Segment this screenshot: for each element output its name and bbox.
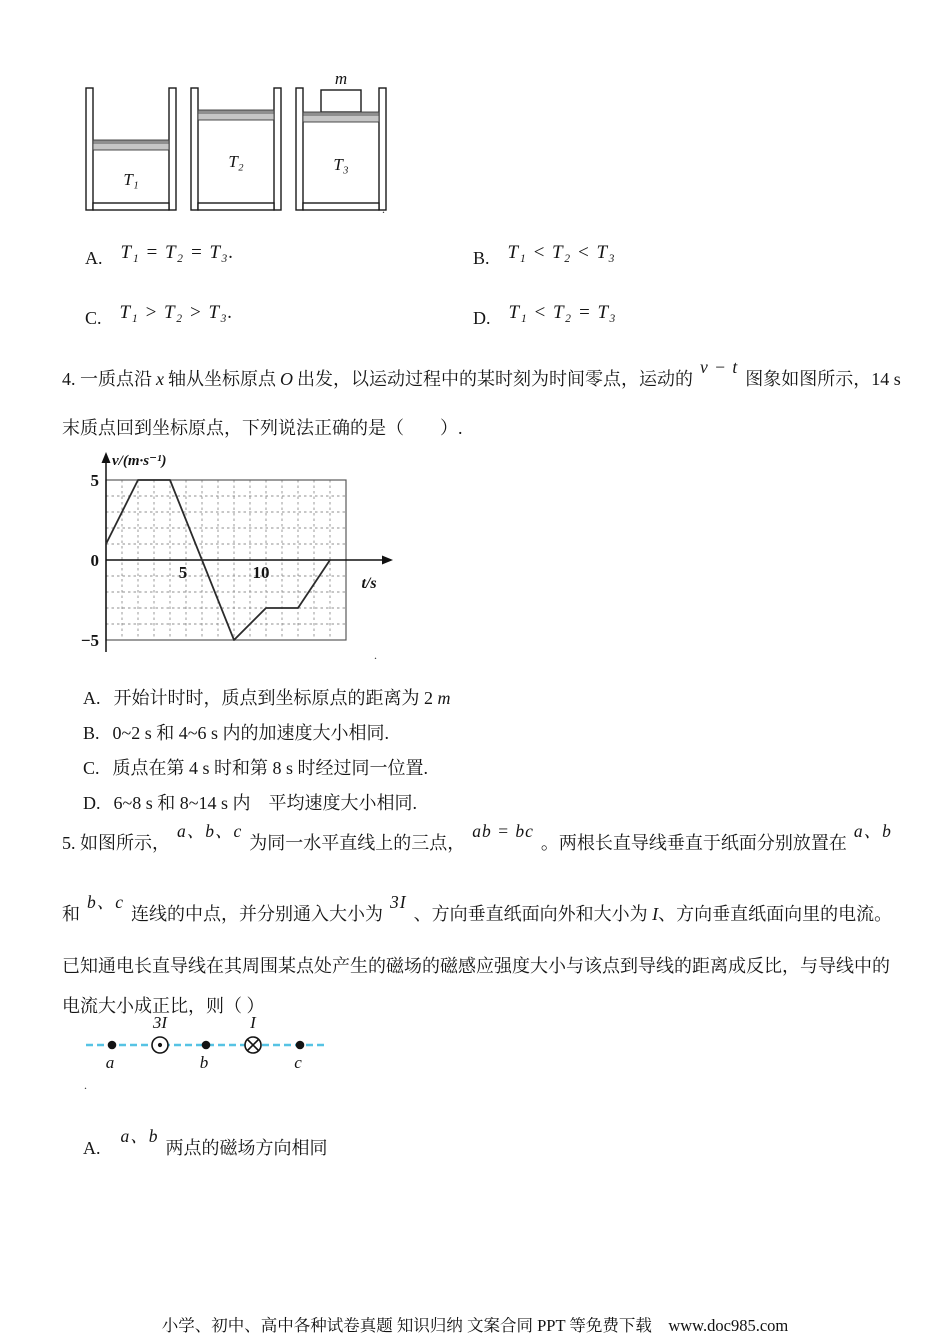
- q5-text: 连线的中点，并分别通入大小为: [131, 904, 384, 924]
- option-letter: B.: [473, 248, 490, 268]
- q5-text: 、方向垂直纸面向外和大小为: [413, 904, 653, 924]
- current-3i-formula: 3I: [390, 892, 407, 912]
- option-text: 两点的磁场方向相同: [165, 1138, 328, 1158]
- q4-number: 4.: [62, 369, 76, 389]
- q3-option-b: [473, 242, 616, 270]
- piston-2: [198, 110, 274, 120]
- y-tick-neg5: −5: [80, 631, 99, 650]
- x-tick-10: 10: [252, 563, 270, 582]
- mass-block: [321, 90, 361, 112]
- q5-number: 5.: [62, 833, 76, 853]
- container-1: [86, 88, 176, 210]
- q4-option-d: [83, 789, 417, 815]
- piston-1: [93, 140, 169, 150]
- option-text: 质点在第 4 s 时和第 8 s 时经过同一位置.: [112, 758, 429, 778]
- option-letter: A.: [83, 688, 101, 708]
- x-axis-label: t/s: [361, 575, 377, 592]
- q5-option-a: [83, 1126, 328, 1160]
- option-text: 0~2 s 和 4~6 s 内的加速度大小相同.: [112, 723, 390, 743]
- current-in-icon: [245, 1037, 261, 1053]
- option-letter: C.: [85, 308, 102, 328]
- point-a-dot: [108, 1041, 117, 1050]
- variable-x: x: [156, 369, 164, 389]
- question3-figure: [78, 58, 413, 223]
- q3-option-c: [85, 302, 234, 330]
- y-axis-arrow-icon: [102, 452, 111, 463]
- q4-option-a: [83, 684, 451, 710]
- q5-text: 、方向垂直纸面向里的电流。: [658, 904, 893, 924]
- q5-text: 为同一水平直线上的三点，: [249, 833, 466, 853]
- container-3: [296, 69, 386, 210]
- stray-mark: .: [382, 202, 385, 216]
- mass-label: m: [334, 69, 348, 88]
- option-letter: D.: [473, 308, 491, 328]
- current-out-icon: [152, 1037, 168, 1053]
- q5-statement-line3: 已知通电长直导线在其周围某点处产生的磁场的磁感应强度大小与该点到导线的距离成反比，与导线中的: [62, 956, 890, 976]
- x-tick-5: 5: [178, 563, 188, 582]
- points-abc-formula: a、b、c: [177, 821, 243, 841]
- q4-text: 轴从坐标原点: [168, 369, 276, 389]
- container-2-label: T₂: [228, 152, 244, 171]
- piston-3: [303, 112, 379, 122]
- q3-option-d: [473, 302, 617, 330]
- variable-o: O: [280, 369, 293, 389]
- q4-option-b: [83, 719, 389, 745]
- stray-mark: .: [84, 1078, 87, 1092]
- points-bc-formula: b、c: [87, 892, 125, 912]
- q5-statement-line2: [62, 892, 893, 926]
- option-letter: A.: [85, 248, 103, 268]
- option-formula: T₁ < T₂ = T₃: [508, 302, 617, 323]
- q4-text: 一质点沿: [80, 369, 152, 389]
- wire-in-label: I: [250, 1013, 256, 1032]
- option-formula: T₁ > T₂ > T₃.: [119, 302, 234, 323]
- variable-m: m: [437, 688, 451, 708]
- q5-diagram: [76, 1012, 366, 1074]
- point-c-dot: [296, 1041, 305, 1050]
- q5-text: 。两根长直导线垂直于纸面分别放置在: [540, 833, 847, 853]
- option-letter: C.: [83, 758, 100, 778]
- option-formula: T₁ < T₂ < T₃: [507, 242, 616, 263]
- option-text: 6~8 s 和 8~14 s 内 平均速度大小相同.: [113, 793, 417, 813]
- q5-statement-line4: 电流大小成正比，则（ ）: [62, 996, 265, 1016]
- q4-statement-line2: 末质点回到坐标原点，下列说法正确的是（ ）.: [62, 418, 463, 438]
- vt-formula: v − t: [700, 357, 739, 377]
- ab-bc-formula: ab = bc: [472, 821, 534, 841]
- q4-statement-line1: [62, 357, 901, 391]
- y-tick-5: 5: [90, 471, 99, 490]
- q4-text: 出发，以运动过程中的某时刻为时间零点，运动的: [297, 369, 693, 389]
- q5-text: 如图所示，: [80, 833, 170, 853]
- container-3-label: T₃: [333, 155, 349, 174]
- x-axis-arrow-icon: [382, 556, 393, 565]
- point-b-label: b: [199, 1053, 209, 1072]
- point-c-label: c: [294, 1053, 302, 1072]
- q5-statement-line1: [62, 821, 899, 855]
- option-letter: A.: [83, 1138, 101, 1158]
- point-b-dot: [202, 1041, 211, 1050]
- footer: 小学、初中、高中各种试卷真题 知识归纳 文案合同 PPT 等免费下载 www.doc985.com: [161, 1316, 789, 1335]
- option-letter: D.: [83, 793, 101, 813]
- container-1-label: T₁: [123, 170, 139, 189]
- points-ab-formula: a、b: [120, 1126, 159, 1146]
- option-text: 开始计时时，质点到坐标原点的距离为 2: [113, 688, 438, 708]
- y-axis-label: v/(m·s⁻¹): [112, 453, 167, 469]
- container-2: [191, 88, 281, 210]
- point-a-label: a: [105, 1053, 115, 1072]
- q3-option-a: [85, 242, 235, 270]
- q4-option-c: [83, 754, 428, 780]
- option-letter: B.: [83, 723, 100, 743]
- variable-i: I: [652, 904, 659, 924]
- wire-out-label: 3I: [152, 1013, 168, 1032]
- stray-mark: .: [374, 648, 377, 662]
- q5-text: 和: [62, 904, 80, 924]
- q4-text: 图象如图所示，14 s: [745, 369, 901, 389]
- y-tick-0: 0: [90, 551, 99, 570]
- option-formula: T₁ = T₂ = T₃.: [120, 242, 235, 263]
- vt-graph: [72, 450, 407, 665]
- points-ab-formula: a、b: [853, 821, 892, 841]
